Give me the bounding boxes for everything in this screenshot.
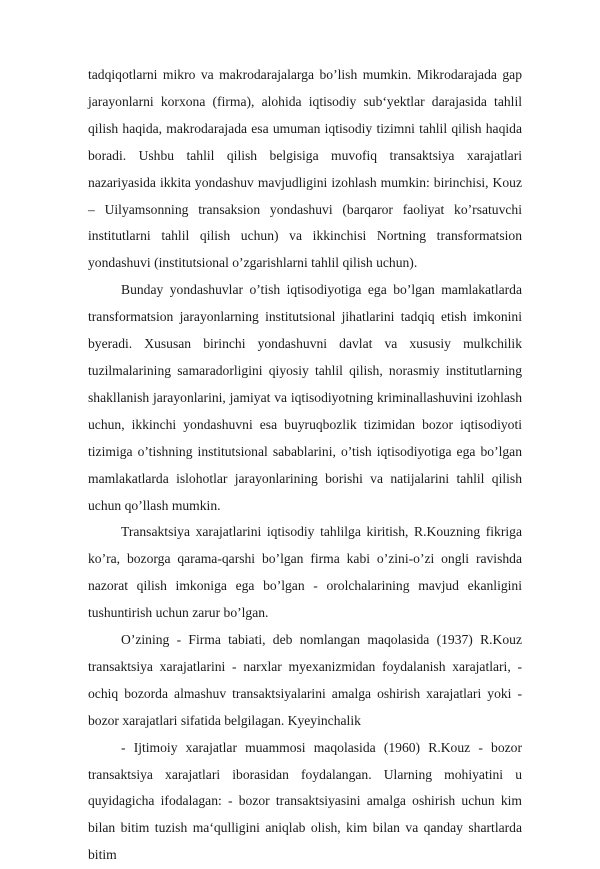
paragraph-3: Transaktsiya xarajatlarini iqtisodiy tahlilga kiritish, R.Kouzning fikriga ko’ra, bozorga qarama-qarshi bo’lgan firma kabi o’zini-o’zi ongli ravishda nazorat qilish imkoniga ega bo’lgan - orolchalarining mavjud ekanligini tushuntirish uchun zarur bo’lgan.	[88, 524, 522, 621]
paragraph-5: - Ijtimoiy xarajatlar muammosi maqolasida (1960) R.Kouz - bozor transaktsiya xarajatlari iborasidan foydalangan. Ularning mohiyatini u quyidagicha ifodalagan: - bozor transaktsiyasini amalga oshirish uchun kim bilan bitim tuzish ma‘qulligini aniqlab olish, kim bilan va qanday shartlarda bitim	[88, 739, 522, 863]
paragraph-4: O’zining - Firma tabiati, deb nomlangan maqolasida (1937) R.Kouz transaktsiya xarajatlarini - narxlar myexanizmidan foydalanish xarajatlari, - ochiq bozorda almashuv transaktsiyalarini amalga oshirish xarajatlari yoki - bozor xarajatlari sifatida belgilagan. Kyeyinchalik	[88, 632, 522, 728]
body-text	[88, 62, 522, 869]
paragraph-2: Bunday yondashuvlar o’tish iqtisodiyotiga ega bo’lgan mamlakatlarda transformatsion jarayonlarning institutsional jihatlarini tadqiq etish imkonini byeradi. Xususan birinchi yondashuvni davlat va xususiy mulkchilik tuzilmalarining samaradorligini qiyosiy tahlil qilish, norasmiy institutlarning shakllanish jarayonlarini, jamiyat va iqtisodiyotning kriminallashuvini izohlash uchun, ikkinchi yondashuvni esa buyruqbozlik tizimidan bozor iqtisodiyoti tizimiga o’tishning institutsional sabablarini, o’tish iqtisodiyotiga ega bo’lgan mamlakatlarda islohotlar jarayonlarining borishi va natijalarini tahlil qilish uchun qo’llash mumkin.	[88, 282, 522, 513]
paragraph-1: tadqiqotlarni mikro va makrodarajalarga bo’lish mumkin. Mikrodarajada gap jarayonlarni korxona (firma), alohida iqtisodiy sub‘yektlar darajasida tahlil qilish haqida, makrodarajada esa umuman iqtisodiy tizimni tahlil qilish haqida boradi. Ushbu tahlil qilish belgisiga muvofiq transaktsiya xarajatlari nazariyasida ikkita yondashuv mavjudligini izohlash mumkin: birinchisi, Kouz – Uilyamsonning transaksion yondashuvi (barqaror faoliyat ko’rsatuvchi institutlarni tahlil qilish uchun) va ikkinchisi Nortning transformatsion yondashuvi (institutsional o’zgarishlarni tahlil qilish uchun).	[88, 67, 522, 271]
